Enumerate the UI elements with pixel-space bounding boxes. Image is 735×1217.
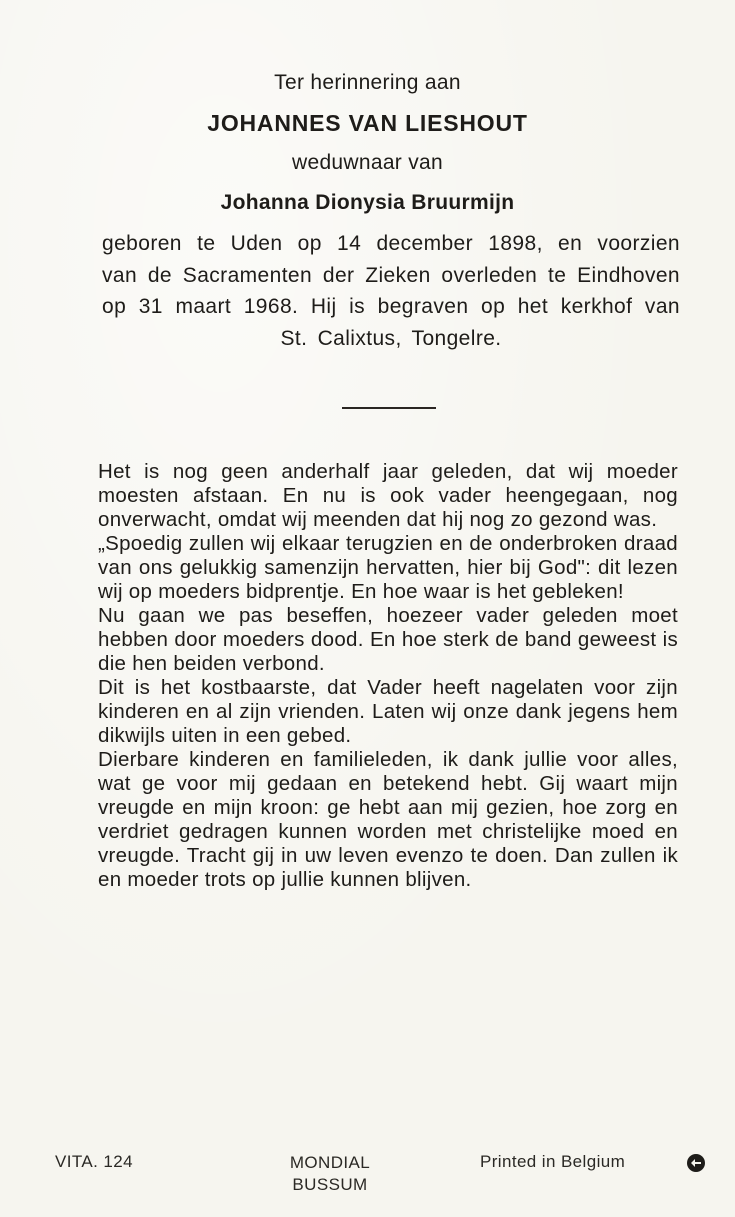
paragraph: Het is nog geen anderhalf jaar geleden, dat wij moeder moesten afstaan. En nu is ook vader heengegaan, nog onverwacht, omdat wij meenden dat hij nog zo gezond was. [98, 460, 678, 531]
card-header [0, 68, 735, 218]
paragraph: Dit is het kostbaarste, dat Vader heeft nagelaten voor zijn kinderen en al zijn vrienden. Laten wij onze dank jegens hem dikwijls uiten in een gebed. [98, 676, 678, 747]
publisher-city: BUSSUM [292, 1175, 368, 1194]
section-divider [342, 407, 436, 409]
widower-line: weduwnaar van [292, 151, 443, 174]
paragraph: Nu gaan we pas beseffen, hoezeer vader geleden moet hebben door moeders dood. En hoe sterk de band geweest is die hen beiden verbond. [98, 604, 678, 675]
deceased-name: JOHANNES VAN LIESHOUT [207, 110, 528, 136]
biography-text: geboren te Uden op 14 december 1898, en voorzien van de Sacramenten der Zieken overleden te Eindhoven op 31 maart 1968. Hij is begraven op het kerkhof van St. Calixtus, Tongelre. [102, 232, 680, 350]
paragraph: „Spoedig zullen wij elkaar terugzien en de onderbroken draad van ons gelukkig samenzijn hervatten, hier bij God": dit lezen wij op moeders bidprentje. En hoe waar is het gebleken! [98, 532, 678, 603]
card-footer [0, 1152, 735, 1202]
publisher-name: MONDIAL [289, 1153, 371, 1172]
paragraph: Dierbare kinderen en familieleden, ik dank jullie voor alles, wat ge voor mij gedaan en betekend hebt. Gij waart mijn vreugde en mijn kroon: ge hebt aan mij gezien, hoe zorg en verdriet gedragen kunnen worden met christelijke moed en vreugde. Tracht gij in uw leven evenzo te doen. Dan zullen ik en moeder trots op jullie kunnen blijven. [98, 748, 678, 891]
printer-mark-icon [686, 1153, 706, 1173]
intro-line: Ter herinnering aan [274, 71, 461, 94]
printed-in-label: Printed in Belgium [480, 1152, 626, 1171]
memorial-text [98, 460, 678, 892]
spouse-name: Johanna Dionysia Bruurmijn [220, 191, 515, 214]
series-code: VITA. 124 [55, 1152, 133, 1171]
publisher [270, 1152, 390, 1196]
